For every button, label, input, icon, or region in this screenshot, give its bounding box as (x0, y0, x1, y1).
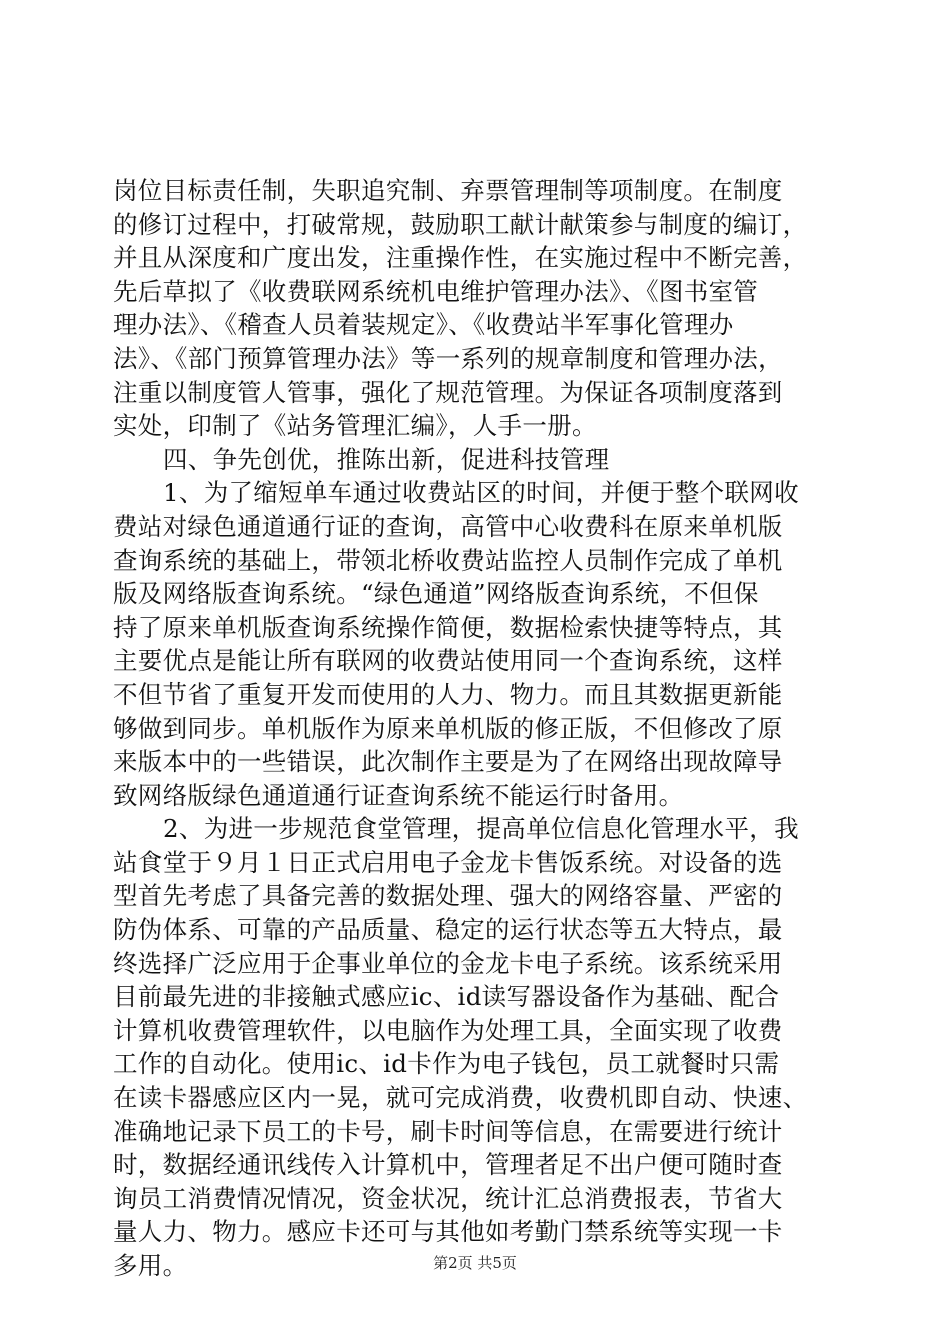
text-line: 持了原来单机版查询系统操作简便，数据检索快捷等特点，其 (113, 612, 783, 642)
text-line: 不但节省了重复开发而使用的人力、物力。而且其数据更新能 (113, 679, 783, 709)
text-line: 计算机收费管理软件，以电脑作为处理工具，全面实现了收费 (113, 1015, 783, 1045)
text-line: 致网络版绿色通道通行证查询系统不能运行时备用。 (113, 780, 684, 810)
text-line: 岗位目标责任制，失职追究制、弃票管理制等项制度。在制度 (113, 176, 783, 205)
text-line: 版及网络版查询系统。“绿色通道”网络版查询系统，不但保 (113, 579, 759, 609)
text-line: 并且从深度和广度出发，注重操作性，在实施过程中不断完善， (113, 243, 808, 273)
text-line: 型首先考虑了具备完善的数据处理、强大的网络容量、严密的 (113, 881, 783, 911)
text-line: 目前最先进的非接触式感应ic、id读写器设备作为基础、配合 (113, 982, 780, 1012)
text-line: 注重以制度管人管事，强化了规范管理。为保证各项制度落到 (113, 377, 783, 407)
text-line: 站食堂于９月１日正式启用电子金龙卡售饭系统。对设备的选 (113, 847, 783, 877)
text-line: 终选择广泛应用于企事业单位的金龙卡电子系统。该系统采用 (113, 948, 783, 978)
text-line: 1、为了缩短单车通过收费站区的时间，并便于整个联网收 (163, 478, 799, 508)
text-line: 工作的自动化。使用ic、id卡作为电子钱包，员工就餐时只需 (113, 1049, 780, 1079)
text-line: 准确地记录下员工的卡号，刷卡时间等信息，在需要进行统计 (113, 1116, 783, 1146)
text-line: 询员工消费情况情况，资金状况，统计汇总消费报表，节省大 (113, 1183, 783, 1213)
text-line: 理办法》、《稽查人员着装规定》、《收费站半军事化管理办 (113, 310, 734, 340)
text-line: 够做到同步。单机版作为原来单机版的修正版，不但修改了原 (113, 713, 783, 743)
text-line: 实处，印制了《站务管理汇编》，人手一册。 (113, 411, 597, 441)
text-line: 多用。 (113, 1251, 188, 1280)
text-line: 时，数据经通讯线传入计算机中，管理者足不出户便可随时查 (113, 1150, 783, 1180)
text-line: 费站对绿色通道通行证的查询，高管中心收费科在原来单机版 (113, 511, 783, 541)
document-body (113, 174, 843, 1283)
text-line: 2、为进一步规范食堂管理，提高单位信息化管理水平，我 (163, 814, 799, 844)
text-line: 防伪体系、可靠的产品质量、稳定的运行状态等五大特点，最 (113, 915, 783, 945)
section-heading: 四、争先创优，推陈出新，促进科技管理 (163, 444, 610, 474)
text-line: 主要优点是能让所有联网的收费站使用同一个查询系统，这样 (113, 646, 783, 676)
text-line: 来版本中的一些错误，此次制作主要是为了在网络出现故障导 (113, 747, 783, 777)
text-line: 在读卡器感应区内一晃，就可完成消费，收费机即自动、快速、 (113, 1083, 808, 1113)
text-line: 法》、《部门预算管理办法》等一系列的规章制度和管理办法， (113, 343, 783, 373)
text-line: 量人力、物力。感应卡还可与其他如考勤门禁系统等实现一卡 (113, 1217, 783, 1247)
text-line: 先后草拟了《收费联网系统机电维护管理办法》、《图书室管 (113, 276, 759, 306)
text-line: 的修订过程中，打破常规，鼓励职工献计献策参与制度的编订， (113, 209, 808, 239)
page-number-footer: 第2页 共5页 (433, 1254, 517, 1272)
text-line: 查询系统的基础上，带领北桥收费站监控人员制作完成了单机 (113, 545, 783, 575)
